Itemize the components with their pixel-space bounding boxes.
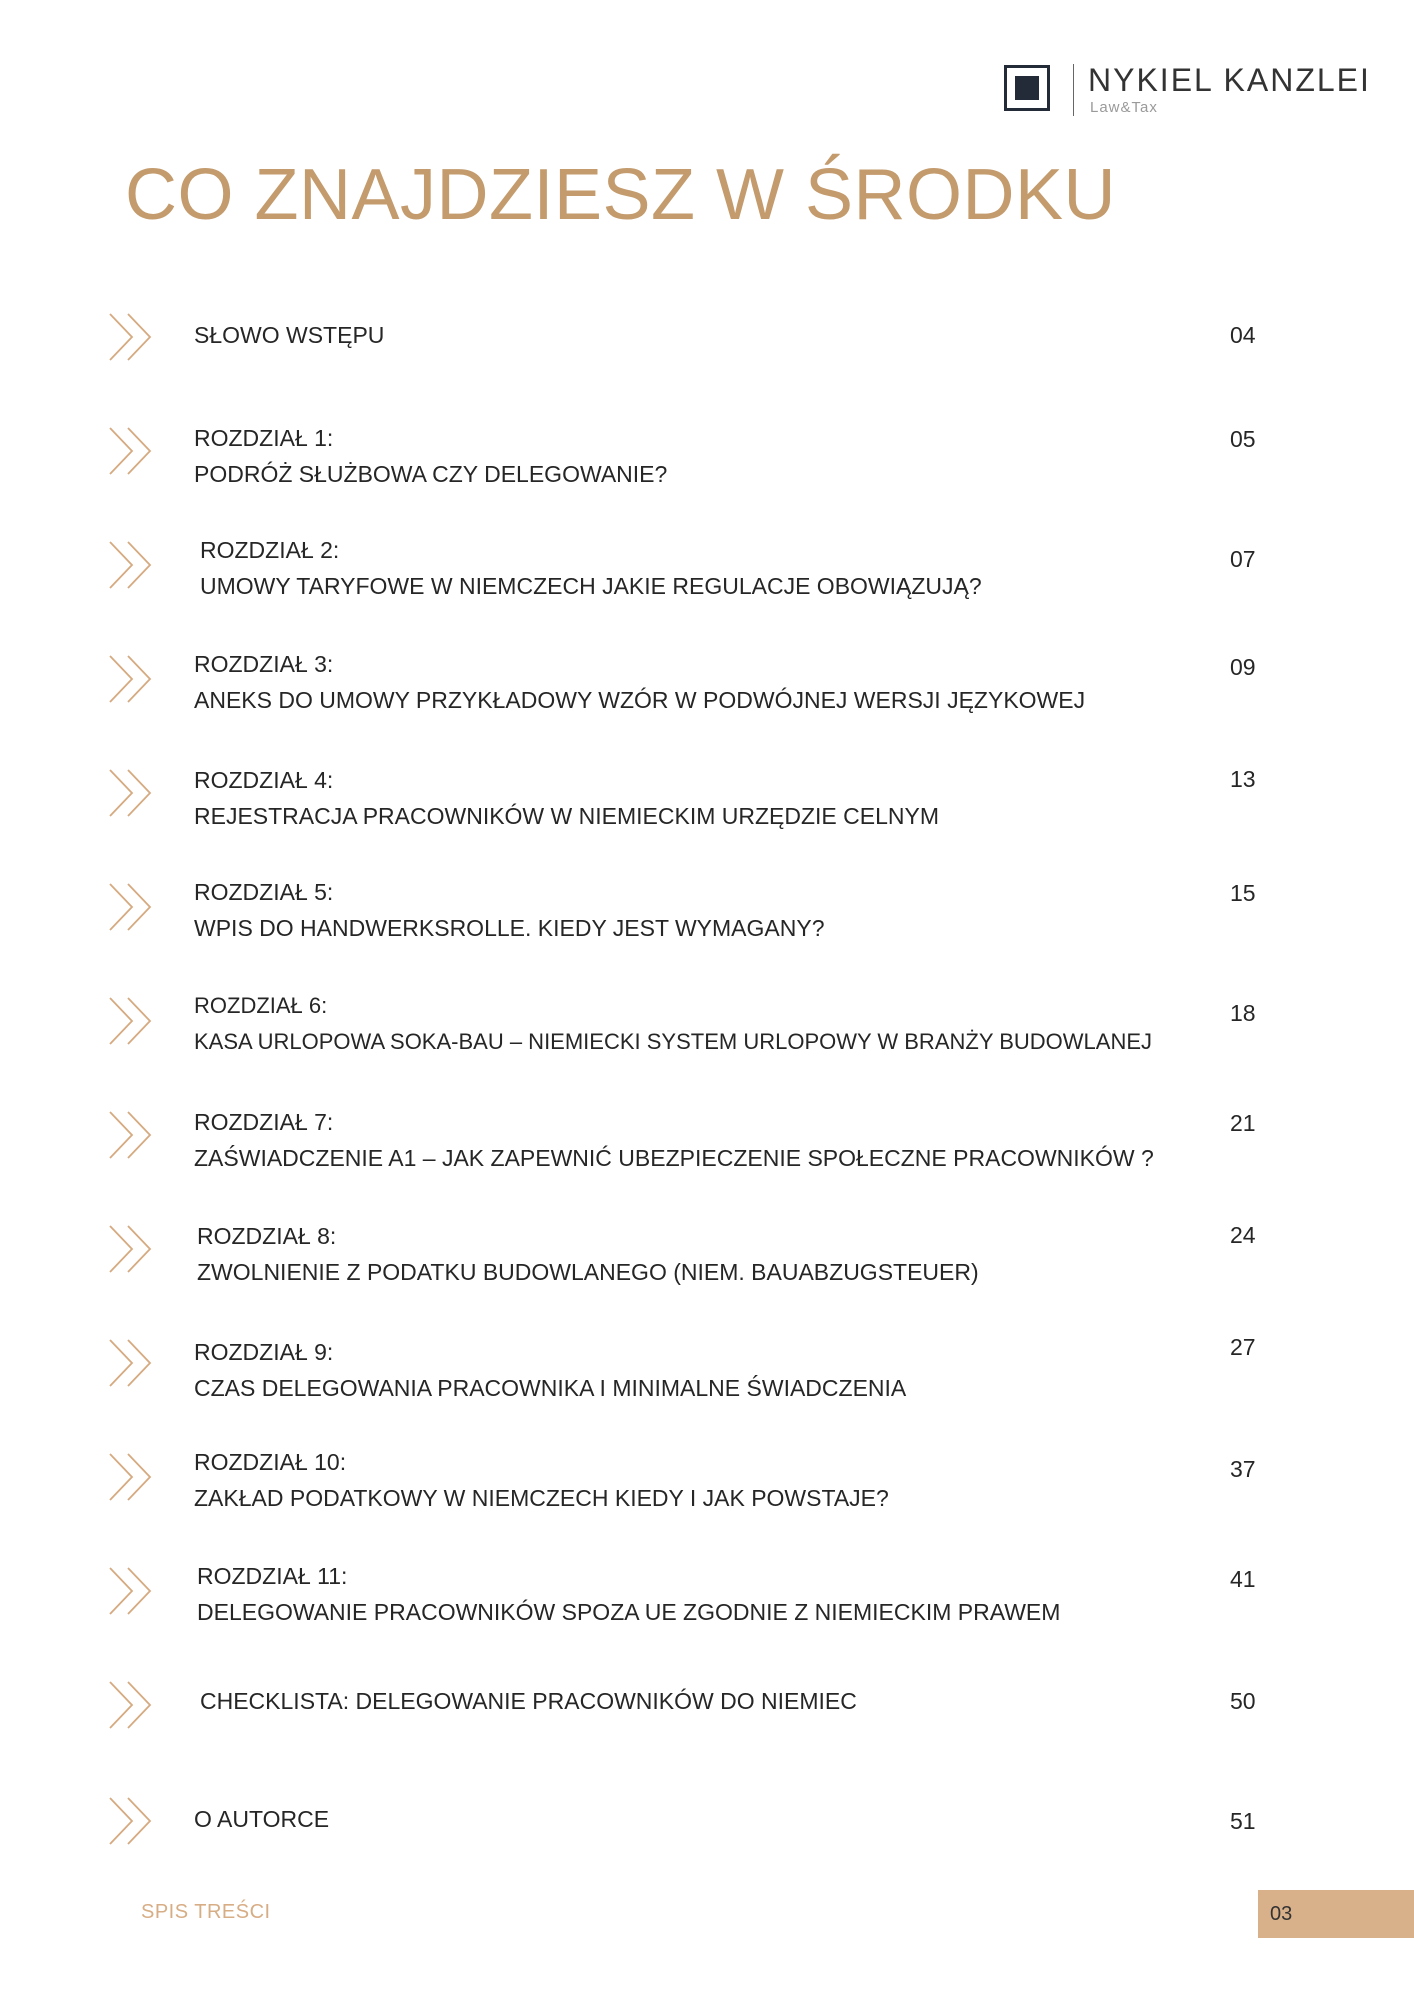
toc-item-chapter-3[interactable] — [100, 651, 1280, 730]
toc-item-line2: ZAKŁAD PODATKOWY W NIEMCZECH KIEDY I JAK POWSTAJE? — [194, 1485, 889, 1511]
toc-item-page: 21 — [1230, 1110, 1256, 1136]
toc-item-line1: CHECKLISTA: DELEGOWANIE PRACOWNIKÓW DO NIEMIEC — [200, 1688, 857, 1714]
brand-name: NYKIEL KANZLEI — [1088, 62, 1371, 98]
toc-item-page: 27 — [1230, 1334, 1256, 1360]
toc-item-line2: KASA URLOPOWA SOKA-BAU – NIEMIECKI SYSTEM URLOPOWY W BRANŻY BUDOWLANEJ — [194, 1029, 1153, 1054]
double-chevron-icon — [108, 1338, 158, 1388]
toc-item-line1: ROZDZIAŁ 8: — [197, 1223, 337, 1249]
toc-item-page: 51 — [1230, 1808, 1256, 1834]
double-chevron-icon — [108, 1680, 158, 1730]
toc-item-page: 04 — [1230, 322, 1256, 348]
toc-item-line2: WPIS DO HANDWERKSROLLE. KIEDY JEST WYMAGANY? — [194, 915, 825, 941]
toc-item-line2: ZAŚWIADCZENIE A1 – JAK ZAPEWNIĆ UBEZPIECZENIE SPOŁECZNE PRACOWNIKÓW ? — [194, 1145, 1154, 1171]
toc-item-line1: ROZDZIAŁ 4: — [194, 767, 334, 793]
double-chevron-icon — [108, 1452, 158, 1502]
toc-item-checklist[interactable] — [100, 1680, 1280, 1756]
double-chevron-icon — [108, 426, 158, 476]
toc-item-line1: ROZDZIAŁ 10: — [194, 1449, 347, 1475]
toc-item-line1: ROZDZIAŁ 5: — [194, 879, 334, 905]
toc-item-line2: ANEKS DO UMOWY PRZYKŁADOWY WZÓR W PODWÓJNEJ WERSJI JĘZYKOWEJ — [194, 687, 1086, 713]
toc-item-line1: ROZDZIAŁ 2: — [200, 537, 340, 563]
toc-item-page: 09 — [1230, 654, 1256, 680]
toc-item-chapter-11[interactable] — [100, 1563, 1280, 1642]
toc-item-line1: ROZDZIAŁ 1: — [194, 425, 334, 451]
toc-item-page: 15 — [1230, 880, 1256, 906]
page-title: CO ZNAJDZIESZ W ŚRODKU — [125, 155, 1117, 235]
toc-item-page: 18 — [1230, 1000, 1256, 1026]
toc-item-line1: ROZDZIAŁ 3: — [194, 651, 334, 677]
double-chevron-icon — [108, 540, 158, 590]
footer-section-label: SPIS TREŚCI — [141, 1901, 271, 1923]
toc-item-chapter-10[interactable] — [100, 1449, 1280, 1528]
double-chevron-icon — [108, 312, 158, 362]
double-chevron-icon — [108, 1224, 158, 1274]
toc-item-line2: CZAS DELEGOWANIA PRACOWNIKA I MINIMALNE ŚWIADCZENIA — [194, 1375, 907, 1401]
toc-item-line2: DELEGOWANIE PRACOWNIKÓW SPOZA UE ZGODNIE Z NIEMIECKIM PRAWEM — [197, 1599, 1061, 1625]
footer-page-badge — [1258, 1890, 1414, 1938]
toc-item-line2: UMOWY TARYFOWE W NIEMCZECH JAKIE REGULACJE OBOWIĄZUJĄ? — [200, 573, 982, 599]
toc-item-chapter-4[interactable] — [100, 768, 1280, 844]
toc-item-chapter-5[interactable] — [100, 879, 1280, 958]
toc-item-line1: ROZDZIAŁ 11: — [197, 1563, 348, 1589]
double-chevron-icon — [108, 1110, 158, 1160]
double-chevron-icon — [108, 1566, 158, 1616]
toc-item-about-author[interactable] — [100, 1796, 1280, 1872]
toc-item-line1: ROZDZIAŁ 9: — [194, 1339, 334, 1365]
toc-item-page: 41 — [1230, 1566, 1256, 1592]
toc-item-page: 05 — [1230, 426, 1256, 452]
toc-item-line2: REJESTRACJA PRACOWNIKÓW W NIEMIECKIM URZĘDZIE CELNYM — [194, 803, 939, 829]
toc-item-chapter-6[interactable] — [100, 993, 1280, 1072]
double-chevron-icon — [108, 1796, 158, 1846]
toc-item-page: 37 — [1230, 1456, 1256, 1482]
toc-item-line2: ZWOLNIENIE Z PODATKU BUDOWLANEGO (NIEM. BAUABZUGSTEUER) — [197, 1259, 979, 1285]
toc-item-chapter-2[interactable] — [100, 537, 1280, 616]
toc-item-line1: O AUTORCE — [194, 1806, 330, 1832]
toc-item-line1: SŁOWO WSTĘPU — [194, 322, 385, 348]
brand-tagline: Law&Tax — [1090, 99, 1158, 116]
toc-item-page: 50 — [1230, 1688, 1256, 1714]
toc-item-chapter-9[interactable] — [100, 1334, 1280, 1414]
toc-item-page: 13 — [1230, 766, 1256, 792]
double-chevron-icon — [108, 768, 158, 818]
double-chevron-icon — [108, 996, 158, 1046]
toc-item-page: 07 — [1230, 546, 1256, 572]
toc-item-intro[interactable] — [100, 312, 1280, 388]
toc-item-line1: ROZDZIAŁ 6: — [194, 993, 328, 1018]
toc-item-chapter-7[interactable] — [100, 1110, 1280, 1186]
footer-page-number: 03 — [1270, 1903, 1293, 1925]
double-chevron-icon — [108, 882, 158, 932]
double-chevron-icon — [108, 654, 158, 704]
toc-item-page: 24 — [1230, 1222, 1256, 1248]
toc-item-chapter-1[interactable] — [100, 426, 1280, 502]
toc-item-line2: PODRÓŻ SŁUŻBOWA CZY DELEGOWANIE? — [194, 461, 668, 487]
toc-item-line1: ROZDZIAŁ 7: — [194, 1109, 334, 1135]
toc-item-chapter-8[interactable] — [100, 1224, 1280, 1300]
